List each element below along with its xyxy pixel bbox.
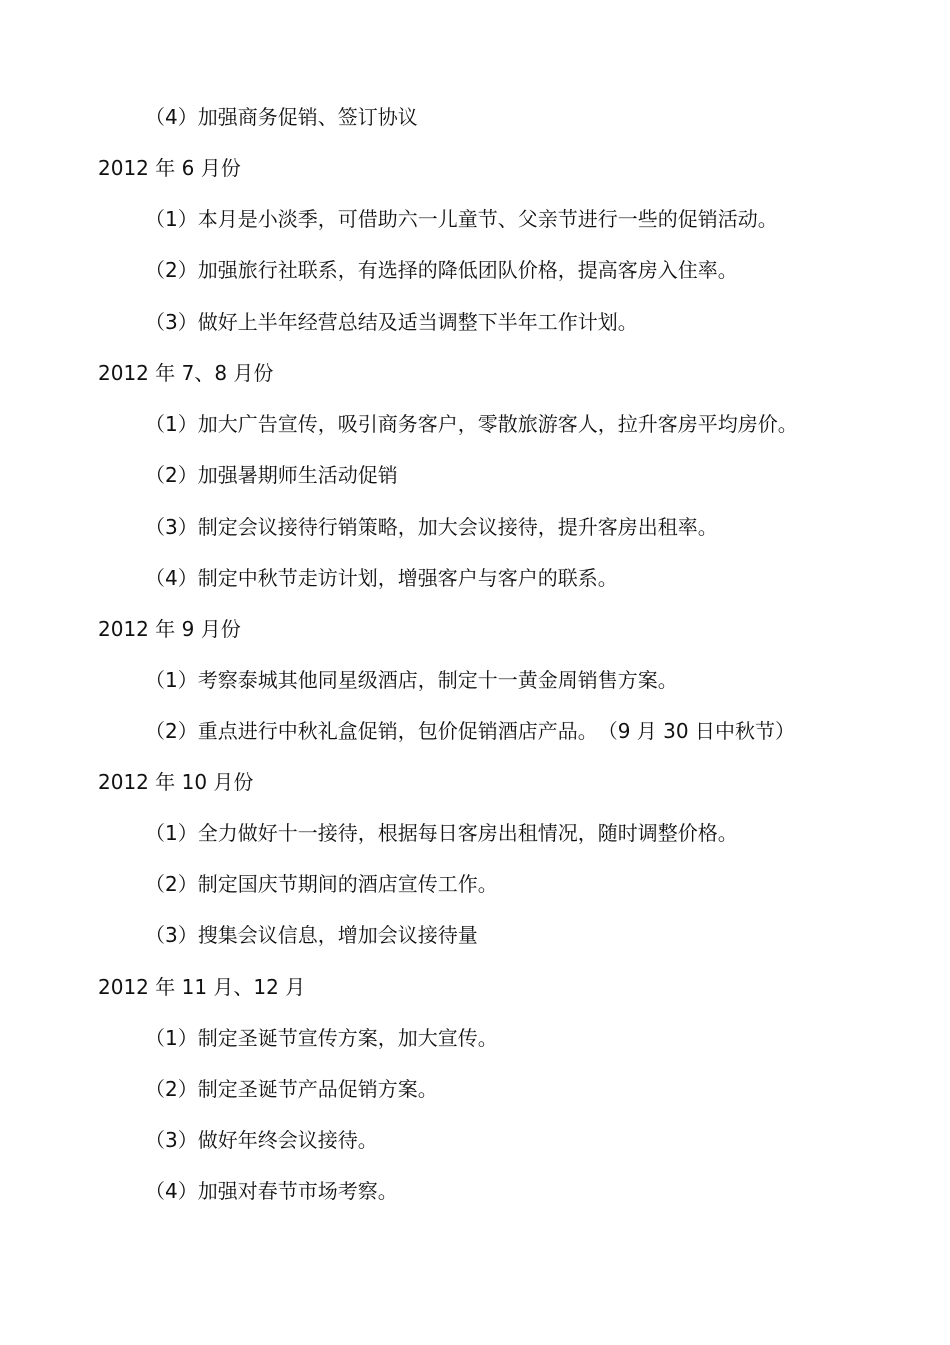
plan-item: （2）加强旅行社联系，有选择的降低团队价格，提高客房入住率。 [145,258,738,282]
month-heading: 2012 年 9 月份 [98,617,241,641]
plan-item: （1）本月是小淡季，可借助六一儿童节、父亲节进行一些的促销活动。 [145,207,778,231]
plan-item: （3）制定会议接待行销策略，加大会议接待，提升客房出租率。 [145,515,718,539]
plan-item: （3）搜集会议信息，增加会议接待量 [145,923,478,947]
plan-item: （1）考察泰城其他同星级酒店，制定十一黄金周销售方案。 [145,668,678,692]
month-heading: 2012 年 11 月、12 月 [98,975,306,999]
plan-item: （2）制定圣诞节产品促销方案。 [145,1077,438,1101]
plan-item: （1）全力做好十一接待，根据每日客房出租情况，随时调整价格。 [145,821,738,845]
plan-item: （1）制定圣诞节宣传方案，加大宣传。 [145,1026,498,1050]
plan-item: （2）制定国庆节期间的酒店宣传工作。 [145,872,498,896]
month-heading: 2012 年 7、8 月份 [98,361,274,385]
month-heading: 2012 年 10 月份 [98,770,254,794]
plan-item: （2）加强暑期师生活动促销 [145,463,398,487]
plan-item: （4）制定中秋节走访计划，增强客户与客户的联系。 [145,566,618,590]
plan-item: （3）做好上半年经营总结及适当调整下半年工作计划。 [145,310,638,334]
plan-item: （4）加强对春节市场考察。 [145,1179,398,1203]
plan-item: （3）做好年终会议接待。 [145,1128,378,1152]
plan-item: （1）加大广告宣传，吸引商务客户，零散旅游客人，拉升客房平均房价。 [145,412,798,436]
plan-item: （4）加强商务促销、签订协议 [145,105,418,129]
month-heading: 2012 年 6 月份 [98,156,241,180]
plan-item: （2）重点进行中秋礼盒促销，包价促销酒店产品。 （9 月 30 日中秋节） [145,719,795,743]
